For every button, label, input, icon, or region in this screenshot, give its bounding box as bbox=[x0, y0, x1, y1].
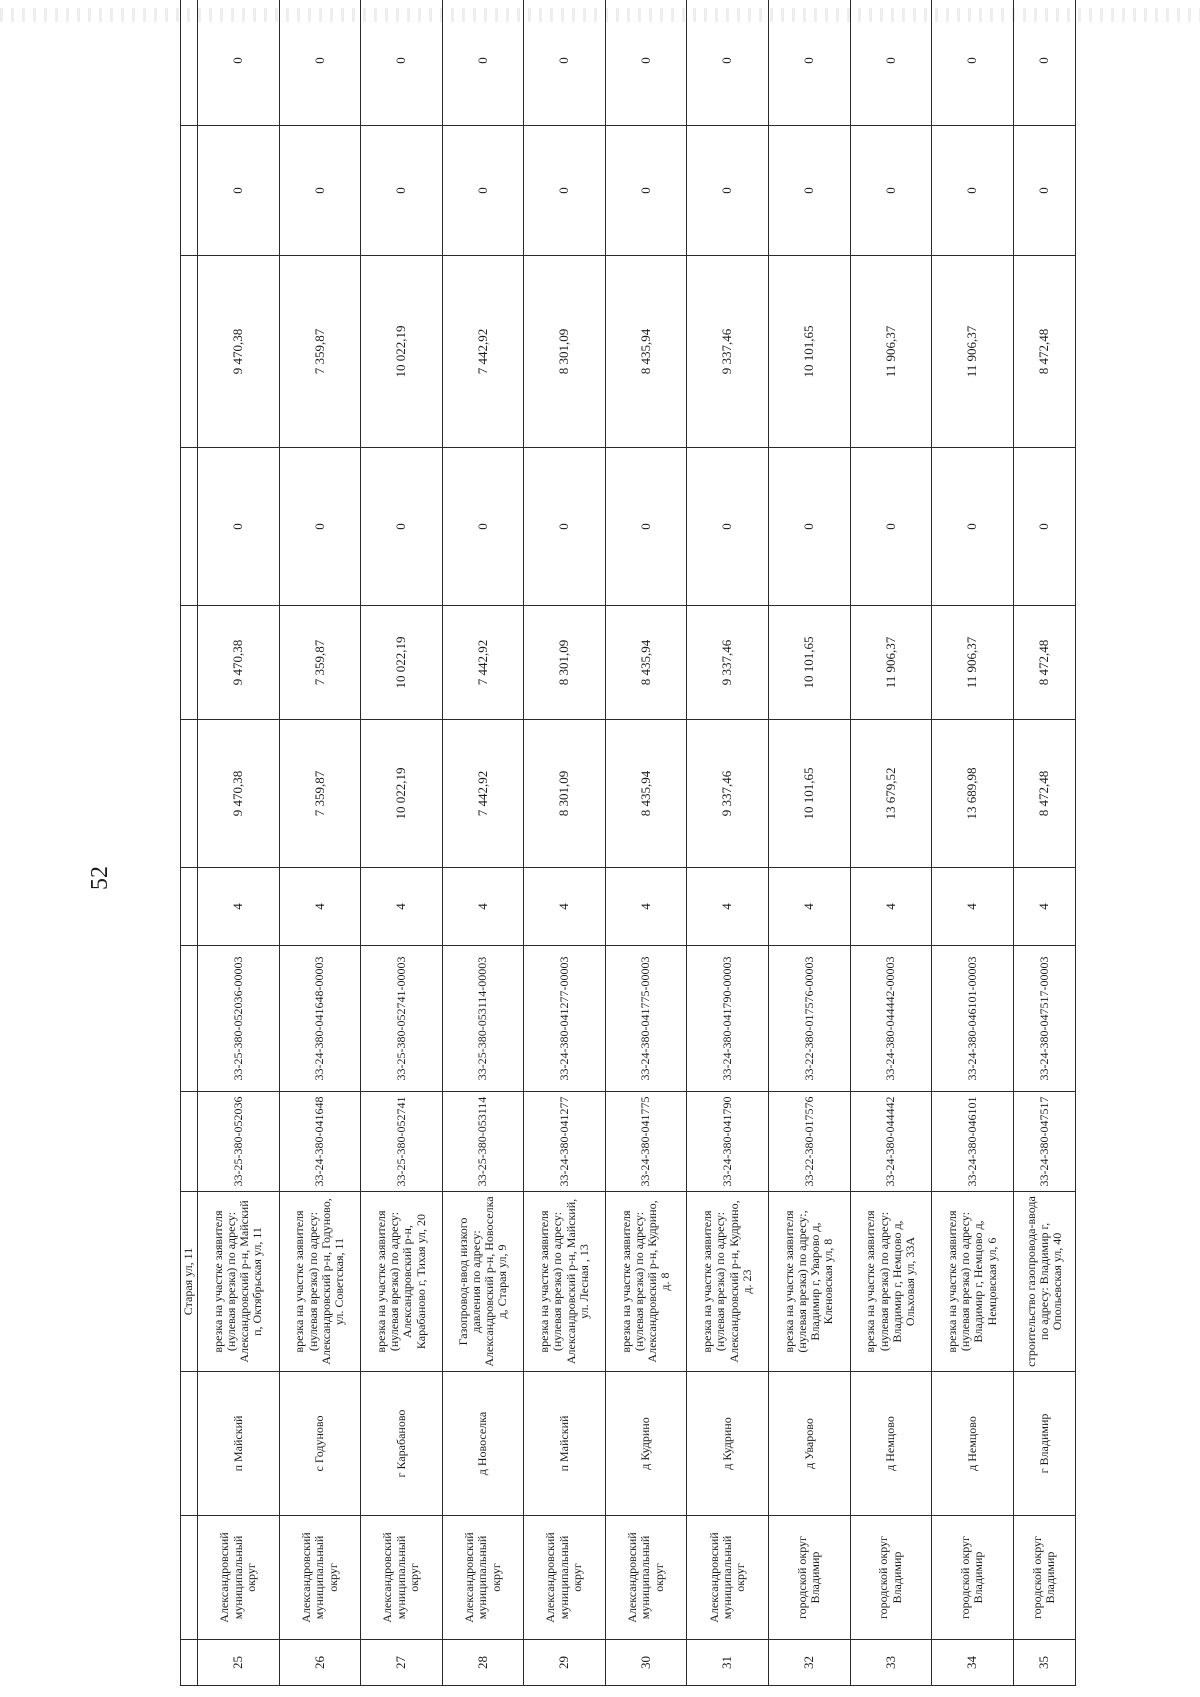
locality-cell: п Майский bbox=[198, 1372, 280, 1516]
value-5-cell: 0 bbox=[605, 126, 687, 256]
value-6-cell: 0 bbox=[1013, 0, 1075, 126]
address-cell: врезка на участке заявителя (нулевая врезка) по адресу:, Владимир г, Уварово д, Кленовская ул, 8 bbox=[768, 1192, 850, 1372]
cadastral-number-cell: 33-24-380-041790 bbox=[687, 1092, 769, 1192]
value-1-cell: 10 101,65 bbox=[768, 720, 850, 868]
rotated-table-container bbox=[180, 57, 1076, 1686]
district-cell: Александровский муниципальный округ bbox=[279, 1516, 361, 1640]
connection-code-cell: 33-25-380-052741-00003 bbox=[361, 946, 443, 1092]
cadastral-number-cell: 33-24-380-041277 bbox=[524, 1092, 606, 1192]
locality-cell: д Немцово bbox=[932, 1372, 1014, 1516]
cadastral-number-cell: 33-25-380-053114 bbox=[442, 1092, 524, 1192]
value-6-cell: 0 bbox=[279, 0, 361, 126]
table-row bbox=[605, 0, 687, 1686]
cadastral-number-cell: 33-25-380-052036 bbox=[198, 1092, 280, 1192]
locality-cell: д Немцово bbox=[850, 1372, 932, 1516]
connection-code-cell: 33-24-380-041648-00003 bbox=[279, 946, 361, 1092]
header-cell bbox=[181, 1516, 198, 1640]
value-5-cell: 0 bbox=[198, 126, 280, 256]
value-6-cell: 0 bbox=[932, 0, 1014, 126]
value-3-cell: 0 bbox=[198, 448, 280, 606]
address-cell: врезка на участке заявителя (нулевая врезка) по адресу: Александровский р-н, Кудрино, д. 23 bbox=[687, 1192, 769, 1372]
value-5-cell: 0 bbox=[768, 126, 850, 256]
value-2-cell: 7 442,92 bbox=[442, 606, 524, 720]
value-4-cell: 8 301,09 bbox=[524, 256, 606, 448]
district-cell: городской округ Владимир bbox=[768, 1516, 850, 1640]
cadastral-number-cell: 33-24-380-044442 bbox=[850, 1092, 932, 1192]
table-row bbox=[524, 0, 606, 1686]
connection-code-cell: 33-24-380-047517-00003 bbox=[1013, 946, 1075, 1092]
value-2-cell: 7 359,87 bbox=[279, 606, 361, 720]
header-cell bbox=[181, 1640, 198, 1686]
header-cell bbox=[181, 448, 198, 606]
value-6-cell: 0 bbox=[442, 0, 524, 126]
value-5-cell: 0 bbox=[1013, 126, 1075, 256]
table-row bbox=[1013, 0, 1075, 1686]
locality-cell: г Карабаново bbox=[361, 1372, 443, 1516]
value-3-cell: 0 bbox=[932, 448, 1014, 606]
value-3-cell: 0 bbox=[442, 448, 524, 606]
table-row bbox=[687, 0, 769, 1686]
header-cell bbox=[181, 946, 198, 1092]
connection-code-cell: 33-24-380-044442-00003 bbox=[850, 946, 932, 1092]
value-3-cell: 0 bbox=[605, 448, 687, 606]
locality-cell: д Новоселка bbox=[442, 1372, 524, 1516]
value-2-cell: 8 472,48 bbox=[1013, 606, 1075, 720]
address-cell: врезка на участке заявителя (нулевая врезка) по адресу: Александровский р-н, Карабаново г, Тихая ул, 20 bbox=[361, 1192, 443, 1372]
header-address-fragment: Старая ул, 11 bbox=[181, 1192, 198, 1372]
value-6-cell: 0 bbox=[605, 0, 687, 126]
value-4-cell: 11 906,37 bbox=[932, 256, 1014, 448]
value-3-cell: 0 bbox=[850, 448, 932, 606]
address-cell: врезка на участке заявителя (нулевая врезка) по адресу: Александровский р-н, Кудрино, д. 8 bbox=[605, 1192, 687, 1372]
cadastral-number-cell: 33-24-380-041648 bbox=[279, 1092, 361, 1192]
value-1-cell: 8 301,09 bbox=[524, 720, 606, 868]
value-5-cell: 0 bbox=[442, 126, 524, 256]
cadastral-number-cell: 33-24-380-047517 bbox=[1013, 1092, 1075, 1192]
district-cell: городской округ Владимир bbox=[1013, 1516, 1075, 1640]
header-cell bbox=[181, 868, 198, 946]
category-cell: 4 bbox=[605, 868, 687, 946]
value-4-cell: 10 022,19 bbox=[361, 256, 443, 448]
connection-code-cell: 33-24-380-041775-00003 bbox=[605, 946, 687, 1092]
cadastral-number-cell: 33-24-380-041775 bbox=[605, 1092, 687, 1192]
value-6-cell: 0 bbox=[524, 0, 606, 126]
locality-cell: д Уварово bbox=[768, 1372, 850, 1516]
value-3-cell: 0 bbox=[1013, 448, 1075, 606]
value-6-cell: 0 bbox=[687, 0, 769, 126]
locality-cell: д Кудрино bbox=[687, 1372, 769, 1516]
value-6-cell: 0 bbox=[361, 0, 443, 126]
connection-code-cell: 33-22-380-017576-00003 bbox=[768, 946, 850, 1092]
locality-cell: д Кудрино bbox=[605, 1372, 687, 1516]
value-2-cell: 11 906,37 bbox=[850, 606, 932, 720]
value-6-cell: 0 bbox=[768, 0, 850, 126]
value-5-cell: 0 bbox=[361, 126, 443, 256]
row-number: 29 bbox=[524, 1640, 606, 1686]
value-1-cell: 10 022,19 bbox=[361, 720, 443, 868]
connection-code-cell: 33-25-380-052036-00003 bbox=[198, 946, 280, 1092]
value-1-cell: 8 435,94 bbox=[605, 720, 687, 868]
table-row bbox=[198, 0, 280, 1686]
value-1-cell: 7 442,92 bbox=[442, 720, 524, 868]
value-2-cell: 11 906,37 bbox=[932, 606, 1014, 720]
value-5-cell: 0 bbox=[524, 126, 606, 256]
value-2-cell: 8 301,09 bbox=[524, 606, 606, 720]
category-cell: 4 bbox=[361, 868, 443, 946]
address-cell: строительство газопровода-ввода по адресу: Владимир г, Опольевская ул, 40 bbox=[1013, 1192, 1075, 1372]
row-number: 27 bbox=[361, 1640, 443, 1686]
connection-code-cell: 33-25-380-053114-00003 bbox=[442, 946, 524, 1092]
value-2-cell: 9 337,46 bbox=[687, 606, 769, 720]
row-number: 28 bbox=[442, 1640, 524, 1686]
category-cell: 4 bbox=[279, 868, 361, 946]
category-cell: 4 bbox=[524, 868, 606, 946]
district-cell: Александровский муниципальный округ bbox=[605, 1516, 687, 1640]
row-number: 32 bbox=[768, 1640, 850, 1686]
cadastral-number-cell: 33-25-380-052741 bbox=[361, 1092, 443, 1192]
address-cell: врезка на участке заявителя (нулевая врезка) по адресу: Владимир г, Немцово д, Ольховая ул, 33А bbox=[850, 1192, 932, 1372]
locality-cell: с Годуново bbox=[279, 1372, 361, 1516]
row-number: 30 bbox=[605, 1640, 687, 1686]
header-cell bbox=[181, 1372, 198, 1516]
table-row bbox=[768, 0, 850, 1686]
value-1-cell: 8 472,48 bbox=[1013, 720, 1075, 868]
address-cell: врезка на участке заявителя (нулевая врезка) по адресу: Владимир г, Немцово д, Немцовская ул, 6 bbox=[932, 1192, 1014, 1372]
value-2-cell: 10 101,65 bbox=[768, 606, 850, 720]
value-4-cell: 11 906,37 bbox=[850, 256, 932, 448]
header-cell bbox=[181, 126, 198, 256]
header-cell bbox=[181, 606, 198, 720]
cadastral-number-cell: 33-24-380-046101 bbox=[932, 1092, 1014, 1192]
district-cell: Александровский муниципальный округ bbox=[361, 1516, 443, 1640]
value-5-cell: 0 bbox=[932, 126, 1014, 256]
category-cell: 4 bbox=[932, 868, 1014, 946]
row-number: 33 bbox=[850, 1640, 932, 1686]
value-5-cell: 0 bbox=[850, 126, 932, 256]
header-cell bbox=[181, 0, 198, 126]
connection-code-cell: 33-24-380-041277-00003 bbox=[524, 946, 606, 1092]
gas-connection-table bbox=[180, 0, 1076, 1686]
value-4-cell: 10 101,65 bbox=[768, 256, 850, 448]
address-cell: врезка на участке заявителя (нулевая врезка) по адресу: Александровский р-н, Майский п, Октябрьская ул, 11 bbox=[198, 1192, 280, 1372]
connection-code-cell: 33-24-380-046101-00003 bbox=[932, 946, 1014, 1092]
table-row bbox=[850, 0, 932, 1686]
row-number: 25 bbox=[198, 1640, 280, 1686]
value-4-cell: 8 472,48 bbox=[1013, 256, 1075, 448]
address-cell: врезка на участке заявителя (нулевая врезка) по адресу: Александровский р-н, Майский, ул. Лесная , 13 bbox=[524, 1192, 606, 1372]
district-cell: городской округ Владимир bbox=[932, 1516, 1014, 1640]
value-2-cell: 10 022,19 bbox=[361, 606, 443, 720]
cadastral-number-cell: 33-22-380-017576 bbox=[768, 1092, 850, 1192]
category-cell: 4 bbox=[850, 868, 932, 946]
category-cell: 4 bbox=[442, 868, 524, 946]
address-cell: врезка на участке заявителя (нулевая врезка) по адресу: Александровский р-н, Годуново, ул. Советская, 11 bbox=[279, 1192, 361, 1372]
row-number: 34 bbox=[932, 1640, 1014, 1686]
page-number: 52 bbox=[87, 866, 113, 890]
row-number: 35 bbox=[1013, 1640, 1075, 1686]
value-3-cell: 0 bbox=[768, 448, 850, 606]
value-4-cell: 8 435,94 bbox=[605, 256, 687, 448]
district-cell: Александровский муниципальный округ bbox=[687, 1516, 769, 1640]
value-6-cell: 0 bbox=[850, 0, 932, 126]
value-3-cell: 0 bbox=[361, 448, 443, 606]
value-3-cell: 0 bbox=[279, 448, 361, 606]
value-1-cell: 9 337,46 bbox=[687, 720, 769, 868]
district-cell: Александровский муниципальный округ bbox=[524, 1516, 606, 1640]
category-cell: 4 bbox=[1013, 868, 1075, 946]
table-row bbox=[932, 0, 1014, 1686]
category-cell: 4 bbox=[768, 868, 850, 946]
value-4-cell: 7 442,92 bbox=[442, 256, 524, 448]
row-number: 31 bbox=[687, 1640, 769, 1686]
value-1-cell: 7 359,87 bbox=[279, 720, 361, 868]
district-cell: городской округ Владимир bbox=[850, 1516, 932, 1640]
value-3-cell: 0 bbox=[524, 448, 606, 606]
value-1-cell: 9 470,38 bbox=[198, 720, 280, 868]
header-fragment-row bbox=[181, 0, 198, 1686]
value-1-cell: 13 679,52 bbox=[850, 720, 932, 868]
header-cell bbox=[181, 256, 198, 448]
district-cell: Александровский муниципальный округ bbox=[198, 1516, 280, 1640]
category-cell: 4 bbox=[198, 868, 280, 946]
row-number: 26 bbox=[279, 1640, 361, 1686]
header-cell bbox=[181, 720, 198, 868]
locality-cell: п Майский bbox=[524, 1372, 606, 1516]
value-4-cell: 9 337,46 bbox=[687, 256, 769, 448]
table-row bbox=[279, 0, 361, 1686]
table-row bbox=[442, 0, 524, 1686]
value-4-cell: 7 359,87 bbox=[279, 256, 361, 448]
value-6-cell: 0 bbox=[198, 0, 280, 126]
value-2-cell: 9 470,38 bbox=[198, 606, 280, 720]
value-3-cell: 0 bbox=[687, 448, 769, 606]
table-row bbox=[361, 0, 443, 1686]
address-cell: Газопровод-ввод низкого давления по адресу: Александровский р-н, Новоселка д, Старая ул, 9 bbox=[442, 1192, 524, 1372]
value-5-cell: 0 bbox=[279, 126, 361, 256]
category-cell: 4 bbox=[687, 868, 769, 946]
locality-cell: г Владимир bbox=[1013, 1372, 1075, 1516]
value-2-cell: 8 435,94 bbox=[605, 606, 687, 720]
value-1-cell: 13 689,98 bbox=[932, 720, 1014, 868]
value-5-cell: 0 bbox=[687, 126, 769, 256]
connection-code-cell: 33-24-380-041790-00003 bbox=[687, 946, 769, 1092]
header-cell bbox=[181, 1092, 198, 1192]
value-4-cell: 9 470,38 bbox=[198, 256, 280, 448]
district-cell: Александровский муниципальный округ bbox=[442, 1516, 524, 1640]
